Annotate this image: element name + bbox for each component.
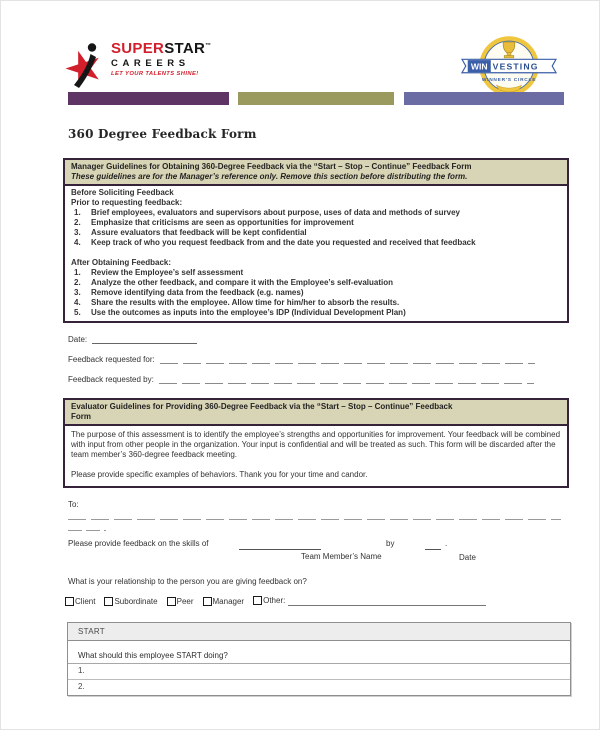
requested-for-field[interactable]: [160, 354, 535, 364]
option-peer: [167, 597, 194, 606]
star-figure-icon: [63, 41, 109, 96]
brand-subname: CAREERS: [111, 58, 190, 69]
brand-tagline: LET YOUR TALENTS SHINE!: [111, 70, 199, 77]
requested-for-row: [68, 354, 599, 364]
requested-by-field[interactable]: [159, 374, 534, 384]
evaluator-guidelines-body: [65, 426, 567, 486]
date-caption: Date: [459, 553, 476, 562]
peer-checkbox[interactable]: [167, 597, 176, 606]
client-label: Client: [75, 597, 96, 606]
other-checkbox[interactable]: [253, 596, 262, 605]
peer-label: Peer: [176, 597, 194, 606]
list-item: 1. Brief employees, evaluators and supervisors about purpose, uses of data and methods of survey: [74, 208, 460, 217]
start-question: What should this employee START doing?: [68, 641, 570, 664]
manager-header-line1: Manager Guidelines for Obtaining 360-Degree Feedback via the “Start – Stop – Continue” Feedback Form: [71, 162, 472, 171]
svg-text:VESTING: VESTING: [492, 61, 539, 72]
to-block: [68, 500, 599, 531]
date-blank-field[interactable]: [425, 537, 441, 550]
option-manager: [203, 597, 245, 606]
requested-by-row: [68, 374, 599, 384]
request-fields: [68, 333, 599, 384]
svg-text:WINNER'S CIRCLE: WINNER'S CIRCLE: [481, 77, 537, 83]
evaluator-guidelines-box: [63, 398, 569, 488]
client-checkbox[interactable]: [65, 597, 74, 606]
manager-guidelines-header: [65, 160, 567, 186]
list-item: 5. Use the outcomes as inputs into the employee’s IDP (Individual Development Plan): [74, 308, 406, 317]
other-field[interactable]: [288, 595, 486, 606]
skills-prefix: Please provide feedback on the skills of: [68, 539, 209, 548]
option-client: [65, 597, 95, 606]
before-soliciting-subtitle: Prior to requesting feedback:: [71, 198, 183, 207]
manager-header-line2: These guidelines are for the Manager’s reference only. Remove this section before distributing the form.: [71, 172, 468, 181]
list-item: 4. Keep track of who you request feedback from and the date you requested and received that feedback: [74, 238, 476, 247]
team-member-name-field[interactable]: [239, 537, 321, 550]
to-field-line2[interactable]: [68, 520, 106, 531]
subordinate-label: Subordinate: [114, 597, 158, 606]
requested-by-label: Feedback requested by:: [68, 375, 154, 384]
date-label: Date:: [68, 335, 88, 344]
manager-guidelines-box: [63, 158, 569, 323]
evaluator-paragraph-1: The purpose of this assessment is to identify the employee’s strengths and opportunities for improvement. Your feedback will be combined with input from other people in the organization. Your input is confidential and will be treated as such. This form will be discarded after the team member’s 360-degree feedback meeting.: [71, 430, 561, 459]
list-item: 1. Review the Employee’s self assessment: [74, 268, 244, 277]
to-field-line1[interactable]: [68, 509, 561, 520]
date-field[interactable]: [92, 333, 197, 344]
superstar-careers-logo: [63, 41, 211, 96]
by-label: by: [386, 539, 395, 548]
list-item: 2. Emphasize that criticisms are seen as opportunities for improvement: [74, 218, 354, 227]
manager-label: Manager: [212, 597, 245, 606]
relationship-options: [65, 595, 599, 606]
after-obtaining-title: After Obtaining Feedback:: [71, 258, 172, 267]
evaluator-header-line2: Form: [71, 412, 91, 421]
list-item: 3. Assure evaluators that feedback will be kept confidential: [74, 228, 307, 237]
evaluator-guidelines-header: [65, 400, 567, 426]
brand-name: SUPERSTAR™: [111, 40, 212, 57]
page-title: 360 Degree Feedback Form: [68, 127, 257, 141]
team-member-name-caption: Team Member’s Name: [301, 552, 382, 561]
evaluator-paragraph-2: Please provide specific examples of behaviors. Thank you for your time and candor.: [71, 470, 368, 479]
manager-checkbox[interactable]: [203, 597, 212, 606]
relationship-question: What is your relationship to the person you are giving feedback on?: [68, 577, 307, 586]
trophy-icon: [503, 42, 515, 58]
start-section-table: [67, 622, 571, 696]
list-item: 3. Remove identifying data from the feedback (e.g. names): [74, 288, 304, 297]
svg-text:WIN: WIN: [470, 61, 488, 72]
option-subordinate: [104, 597, 157, 606]
list-item: 2. Analyze the other feedback, and compare it with the Employee’s self-evaluation: [74, 278, 394, 287]
superstar-logo-text: [111, 41, 211, 77]
start-answer-row-1[interactable]: 1.: [68, 664, 570, 680]
accent-bar-purple: [68, 92, 229, 105]
start-answer-row-2[interactable]: 2.: [78, 682, 85, 691]
accent-bar-blue: [404, 92, 564, 105]
start-section-header: START: [68, 623, 570, 641]
other-label: Other:: [263, 596, 286, 605]
period: .: [445, 539, 448, 548]
option-other: [253, 595, 486, 606]
page-header: [1, 1, 599, 106]
to-label: To:: [68, 500, 79, 509]
accent-bar-olive: [238, 92, 394, 105]
before-soliciting-title: Before Soliciting Feedback: [71, 188, 174, 197]
trademark-symbol: ™: [205, 43, 212, 49]
date-row: [68, 333, 599, 344]
evaluator-header-line1: Evaluator Guidelines for Providing 360-Degree Feedback via the “Start – Stop – Continue” Feedback: [71, 402, 453, 411]
list-item: 4. Share the results with the employee. Allow time for him/her to absorb the results.: [74, 298, 400, 307]
skills-line: [1, 537, 599, 571]
subordinate-checkbox[interactable]: [104, 597, 113, 606]
requested-for-label: Feedback requested for:: [68, 355, 155, 364]
manager-guidelines-body: [65, 186, 567, 321]
